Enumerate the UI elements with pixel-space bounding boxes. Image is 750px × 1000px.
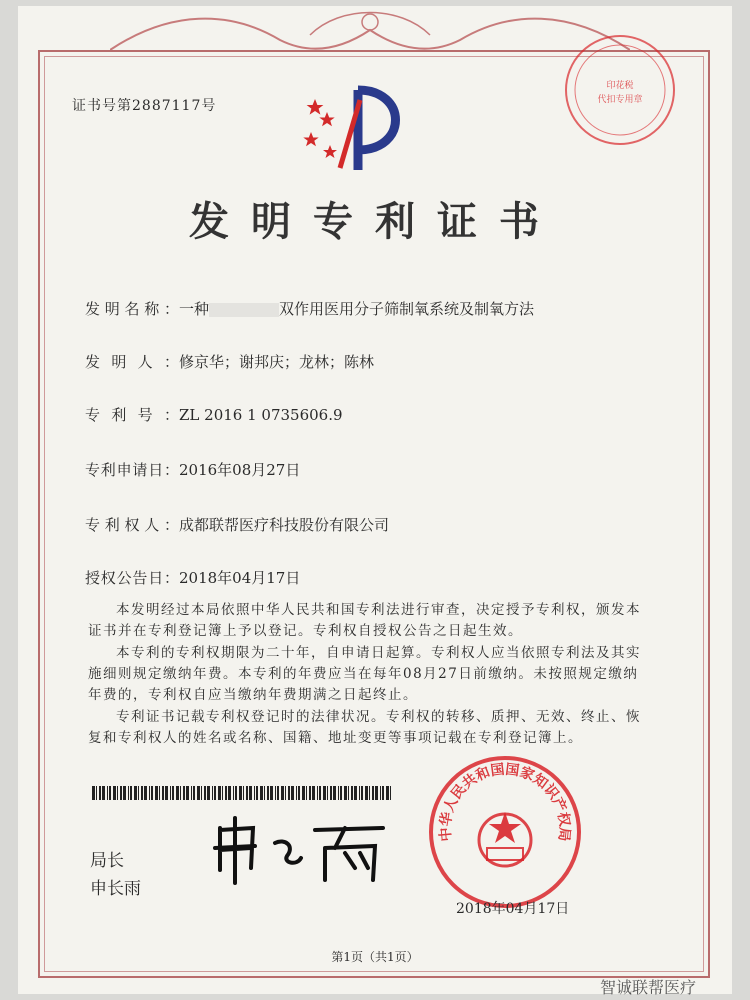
barcode-bar: [235, 786, 237, 800]
barcode-bar: [225, 786, 227, 800]
barcode-bar: [323, 786, 326, 800]
barcode-bar: [256, 786, 258, 800]
barcode-bar: [155, 786, 158, 800]
barcode-bar: [340, 786, 342, 800]
signoff-date: 2018年04月17日: [456, 901, 570, 917]
barcode-bar: [372, 786, 374, 800]
barcode-bar: [159, 786, 160, 800]
barcode: [92, 786, 392, 800]
invention-name-label: 发明名称：: [85, 300, 179, 318]
barcode-bar: [319, 786, 321, 800]
grant-date-value: 2018年04月17日: [179, 569, 301, 587]
field-patent-number: [85, 404, 343, 425]
director-title: 局长: [90, 851, 124, 871]
barcode-bar: [267, 786, 269, 800]
barcode-bar: [243, 786, 244, 800]
barcode-bar: [109, 786, 111, 800]
certificate-number: 证书号第2887117号: [72, 98, 217, 114]
barcode-bar: [186, 786, 189, 800]
barcode-bar: [281, 786, 284, 800]
barcode-bar: [102, 786, 105, 800]
barcode-bar: [382, 786, 384, 800]
barcode-bar: [191, 786, 192, 800]
filing-date-label: 专利申请日：: [85, 461, 179, 479]
svg-text:代扣专用章: 代扣专用章: [597, 95, 643, 105]
barcode-bar: [92, 786, 95, 800]
barcode-bar: [291, 786, 294, 800]
barcode-bar: [149, 786, 150, 800]
barcode-bar: [270, 786, 273, 800]
cnipa-logo: [298, 80, 418, 180]
barcode-bar: [107, 786, 108, 800]
barcode-bar: [144, 786, 147, 800]
barcode-bar: [130, 786, 132, 800]
tax-stamp: [560, 30, 680, 150]
barcode-bar: [333, 786, 336, 800]
barcode-bar: [204, 786, 206, 800]
barcode-bar: [113, 786, 116, 800]
barcode-bar: [138, 786, 139, 800]
barcode-bar: [288, 786, 290, 800]
barcode-bar: [330, 786, 332, 800]
barcode-bar: [275, 786, 276, 800]
barcode-bar: [151, 786, 153, 800]
barcode-bar: [312, 786, 315, 800]
barcode-bar: [128, 786, 129, 800]
barcode-bar: [309, 786, 311, 800]
field-filing-date: [85, 459, 300, 480]
barcode-bar: [172, 786, 174, 800]
barcode-bar: [375, 786, 378, 800]
inventor-label: 发明人：: [85, 353, 179, 371]
barcode-bar: [359, 786, 360, 800]
barcode-bar: [165, 786, 168, 800]
director-name: 申长雨: [90, 879, 141, 899]
invention-name-value: 双作用医用分子筛制氧系统及制氧方法: [279, 300, 535, 318]
body-paragraph-2: 本专利的专利权期限为二十年，自申请日起算。专利权人应当依照专利法及其实施细则规定缴纳年费。本专利的年费应当在每年08月27日前缴纳。未按照规定缴纳年费的，专利权自应当缴纳年费期满之日起终止。: [88, 645, 641, 703]
barcode-bar: [338, 786, 339, 800]
filing-date-value: 2016年08月27日: [179, 461, 301, 479]
barcode-bar: [228, 786, 231, 800]
grant-date-label: 授权公告日：: [85, 569, 179, 587]
svg-text:中华人民共和国国家知识产权局: 中华人民共和国国家知识产权局: [437, 761, 573, 842]
barcode-bar: [99, 786, 101, 800]
barcode-bar: [327, 786, 328, 800]
official-seal: [425, 752, 585, 912]
barcode-bar: [380, 786, 381, 800]
barcode-bar: [351, 786, 353, 800]
barcode-bar: [246, 786, 248, 800]
barcode-bar: [285, 786, 286, 800]
invention-name-prefix: 一种: [179, 300, 210, 318]
field-inventor: [85, 351, 374, 372]
barcode-bar: [260, 786, 263, 800]
barcode-bar: [264, 786, 265, 800]
inventor-value: 修京华；谢邦庆；龙林；陈林: [179, 353, 375, 371]
barcode-bar: [302, 786, 305, 800]
barcode-bar: [249, 786, 252, 800]
barcode-bar: [123, 786, 126, 800]
barcode-bar: [386, 786, 389, 800]
barcode-bar: [344, 786, 347, 800]
director-signature: [205, 808, 395, 888]
barcode-bar: [117, 786, 118, 800]
barcode-bar: [141, 786, 143, 800]
barcode-bar: [233, 786, 234, 800]
barcode-bar: [317, 786, 318, 800]
barcode-bar: [298, 786, 300, 800]
barcode-bar: [214, 786, 216, 800]
barcode-bar: [201, 786, 202, 800]
barcode-bar: [218, 786, 221, 800]
certificate-title: 发明专利证书: [189, 198, 561, 245]
barcode-bar: [134, 786, 137, 800]
barcode-bar: [239, 786, 242, 800]
barcode-bar: [354, 786, 357, 800]
barcode-bar: [365, 786, 368, 800]
svg-text:印花税: 印花税: [606, 81, 634, 91]
barcode-bar: [183, 786, 185, 800]
barcode-bar: [180, 786, 181, 800]
barcode-bar: [296, 786, 297, 800]
field-invention-name: [85, 298, 534, 319]
field-patentee: [85, 514, 389, 535]
barcode-bar: [197, 786, 200, 800]
body-paragraph-1: 本发明经过本局依照中华人民共和国专利法进行审查，决定授予专利权，颁发本证书并在专利登记簿上予以登记。专利权自授权公告之日起生效。: [88, 602, 641, 639]
body-paragraph-3: 专利证书记载专利权登记时的法律状况。专利权的转移、质押、无效、终止、恢复和专利权人的姓名或名称、国籍、地址变更等事项记载在专利登记簿上。: [88, 709, 641, 746]
barcode-bar: [254, 786, 255, 800]
barcode-bar: [162, 786, 164, 800]
barcode-bar: [222, 786, 223, 800]
barcode-bar: [306, 786, 307, 800]
barcode-bar: [369, 786, 370, 800]
barcode-bar: [361, 786, 363, 800]
barcode-bar: [96, 786, 97, 800]
patentee-label: 专利权人：: [85, 516, 179, 534]
watermark-text: 智诚联帮医疗: [600, 978, 697, 997]
barcode-bar: [176, 786, 179, 800]
barcode-bar: [120, 786, 122, 800]
redacted-text: [209, 303, 279, 317]
patent-number-label: 专利号：: [85, 406, 179, 424]
field-grant-date: [85, 567, 300, 588]
barcode-bar: [390, 786, 391, 800]
barcode-bar: [212, 786, 213, 800]
barcode-bar: [170, 786, 171, 800]
page-number: 第1页（共1页）: [331, 950, 419, 964]
barcode-bar: [277, 786, 279, 800]
barcode-bar: [207, 786, 210, 800]
barcode-bar: [193, 786, 195, 800]
patentee-value: 成都联帮医疗科技股份有限公司: [179, 516, 390, 534]
patent-number-value: ZL 2016 1 0735606.9: [179, 406, 343, 424]
barcode-bar: [348, 786, 349, 800]
